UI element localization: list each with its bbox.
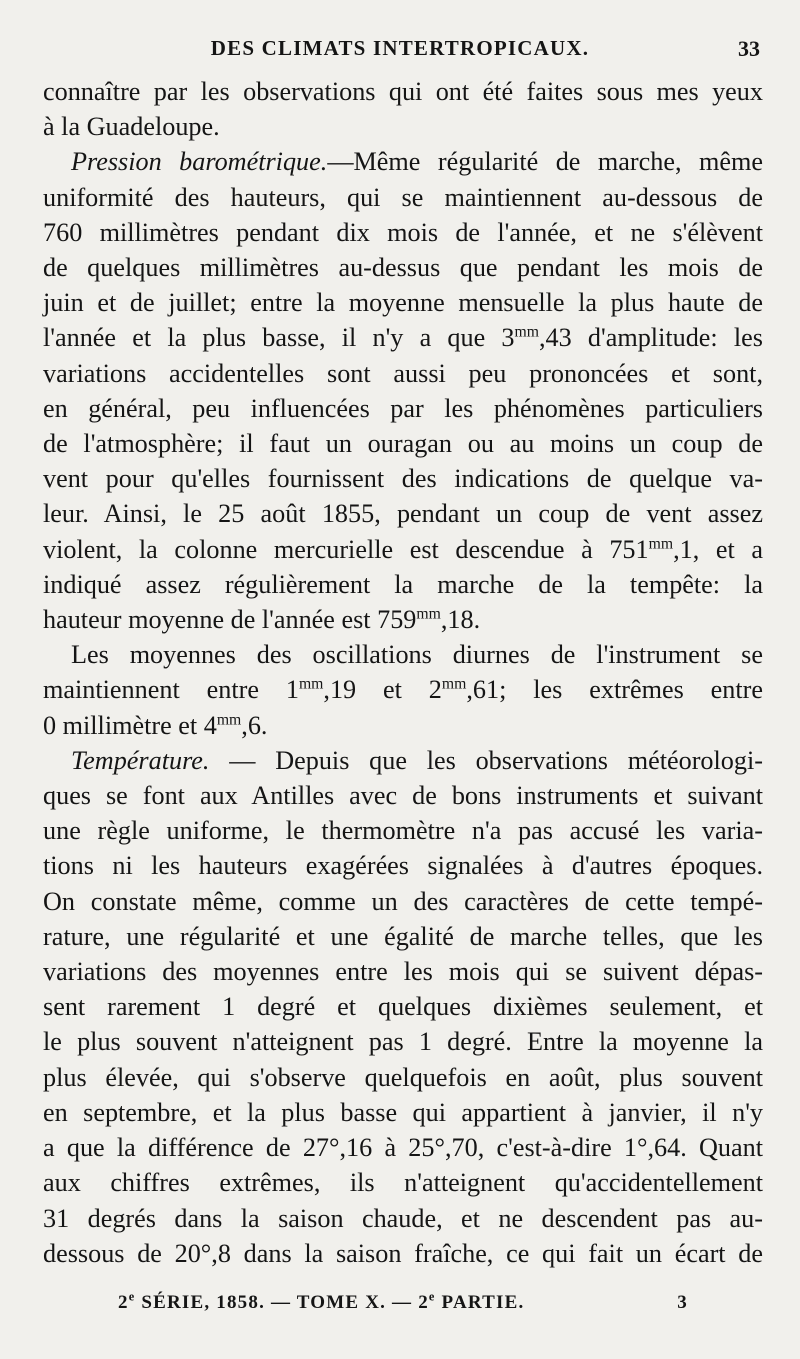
text-line: juin et de juillet; entre la moyenne mensuelle la plus haute de	[43, 288, 763, 318]
body-text	[43, 74, 763, 1271]
section-heading: Température.	[71, 745, 210, 775]
page-footer	[118, 1289, 688, 1318]
running-title: DES CLIMATS INTERTROPICAUX.	[210, 36, 590, 60]
section-heading: Pression barométrique.	[71, 147, 328, 177]
text-line: connaître par les observations qui ont été faites sous mes yeux	[43, 77, 763, 106]
text-line: On constate même, comme un des caractères de cette tempé-	[43, 886, 763, 916]
text-line: tions ni les hauteurs exagérées signalées à d'autres époques.	[43, 851, 763, 881]
text-line: variations des moyennes entre les mois qui se suivent dépas-	[43, 957, 763, 987]
text-line: indiqué assez régulièrement la marche de la tempête: la	[43, 569, 763, 599]
text-line: rature, une régularité et une égalité de marche telles, que les	[43, 921, 763, 951]
text-line: ques se font aux Antilles avec de bons instruments et suivant	[43, 781, 763, 811]
text-line: sent rarement 1 degré et quelques dixièmes seulement, et	[43, 992, 763, 1022]
text-line: dessous de 20°,8 dans la saison fraîche, ce qui fait un écart de	[43, 1238, 763, 1268]
line-text: —Même régularité de marche, même	[327, 147, 763, 177]
text-line: aux chiffres extrêmes, ils n'atteignent qu'accidentellement	[43, 1168, 763, 1198]
footer-series: 2e SÉRIE, 1858. — TOME X. — 2e PARTIE.	[118, 1289, 525, 1313]
text-line: violent, la colonne mercurielle est descendue à $751^{mm},1$, et a	[43, 534, 763, 564]
page-number: 33	[738, 36, 760, 61]
text-line: de quelques millimètres au-dessus que pendant les mois de	[43, 253, 763, 283]
text-line	[43, 743, 763, 778]
text-line: en septembre, et la plus basse qui appartient à janvier, il n'y	[43, 1097, 763, 1127]
text-line: le plus souvent n'atteignent pas 1 degré. Entre la moyenne la	[43, 1027, 763, 1057]
text-line: en général, peu influencées par les phénomènes particuliers	[43, 393, 763, 423]
text-line: uniformité des hauteurs, qui se maintiennent au-dessous de	[43, 182, 763, 212]
footer-signature: 3	[677, 1292, 688, 1313]
text-line: à la Guadeloupe.	[43, 112, 220, 142]
text-line: variations accidentelles sont aussi peu prononcées et sont,	[43, 358, 763, 388]
text-line: hauteur moyenne de l'année est $759^{mm},18$.	[43, 605, 481, 635]
text-line: Les moyennes des oscillations diurnes de l'instrument se	[71, 640, 763, 670]
text-line: maintiennent entre $1^{mm},19$ et $2^{mm},61$; les extrêmes entre	[43, 675, 763, 705]
text-line: a que la différence de 27°,16 à 25°,70, c'est-à-dire 1°,64. Quant	[43, 1133, 763, 1163]
running-head	[40, 36, 760, 66]
text-line: vent pour qu'elles fournissent des indications de quelque va-	[43, 464, 763, 494]
text-line: 760 millimètres pendant dix mois de l'année, et ne s'élèvent	[43, 217, 763, 247]
text-line: 31 degrés dans la saison chaude, et ne descendent pas au-	[43, 1203, 763, 1233]
text-line: leur. Ainsi, le 25 août 1855, pendant un coup de vent assez	[43, 499, 763, 529]
text-line: 0 millimètre et $4^{mm},6$.	[43, 710, 268, 740]
text-line	[43, 144, 763, 179]
line-text: — Depuis que les observations météorologi-	[209, 745, 763, 775]
text-line: de l'atmosphère; il faut un ouragan ou au moins un coup de	[43, 429, 763, 459]
text-line: plus élevée, qui s'observe quelquefois en août, plus souvent	[43, 1062, 763, 1092]
text-line: l'année et la plus basse, il n'y a que $3^{mm},43$ d'amplitude: les	[43, 323, 763, 353]
text-line: une règle uniforme, le thermomètre n'a pas accusé les varia-	[43, 816, 763, 846]
